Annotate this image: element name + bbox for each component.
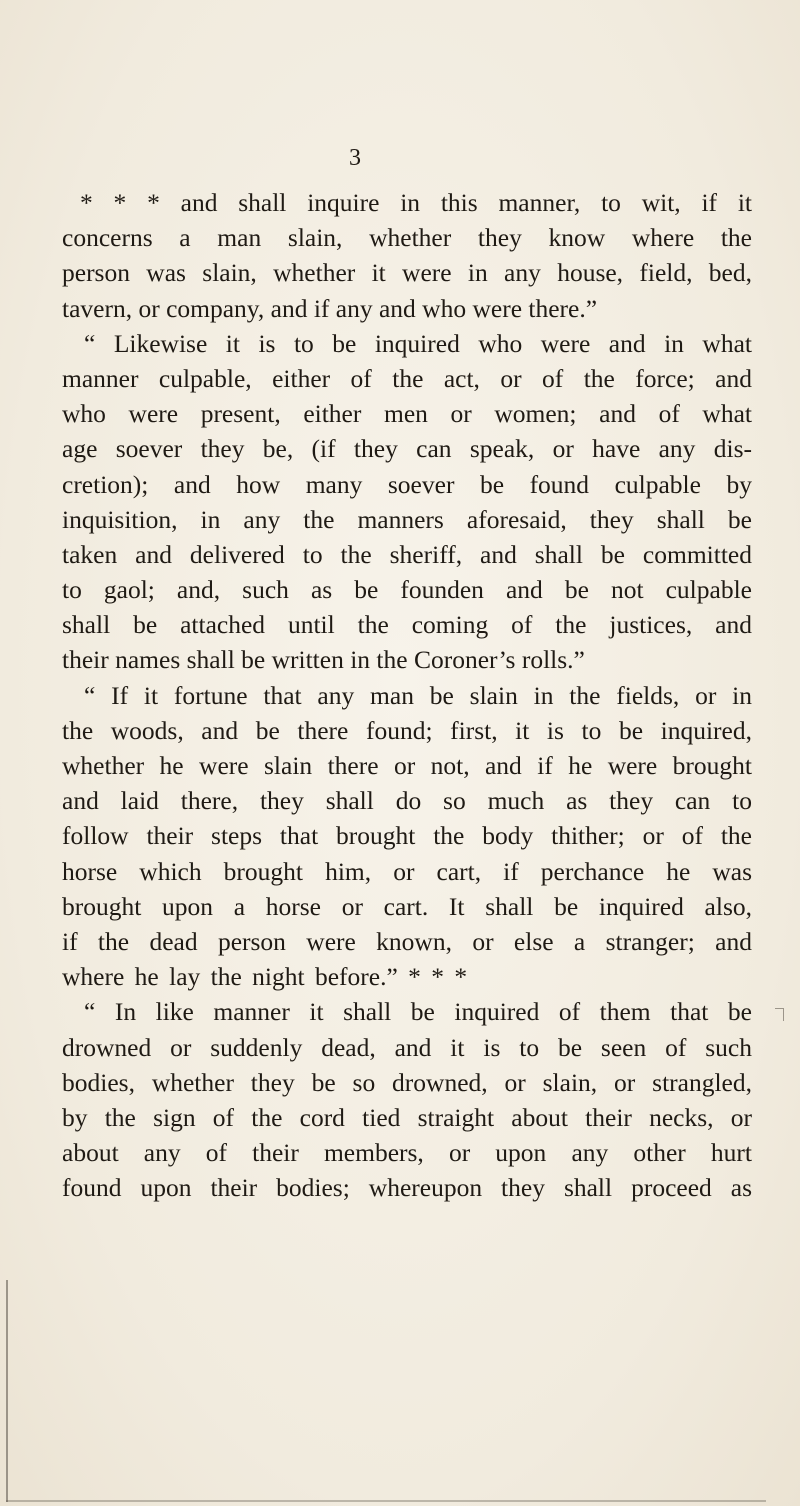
text-line: whether he were slain there or not, and if he were brought xyxy=(62,751,752,780)
page-edge-left xyxy=(6,1280,8,1502)
text-line: found upon their bodies; whereupon they shall proceed as xyxy=(62,1173,752,1203)
paragraph-1 xyxy=(62,185,752,326)
text-line: horse which brought him, or cart, if perchance he was xyxy=(62,856,752,886)
body-text xyxy=(62,185,752,1205)
text-line: shall be attached until the coming of the justices, and xyxy=(62,610,752,640)
text-line: concerns a man slain, whether they know where the xyxy=(62,223,752,253)
text-line: to gaol; and, such as be founden and be not culpable xyxy=(62,575,752,605)
text-line: cretion); and how many soever be found culpable by xyxy=(62,469,752,499)
text-line: who were present, either men or women; and of what xyxy=(62,399,752,429)
text-line: about any of their members, or upon any other hurt xyxy=(62,1138,752,1168)
text-line: if the dead person were known, or else a stranger; and xyxy=(62,926,752,956)
text-line: taken and delivered to the sheriff, and shall be committed xyxy=(62,539,752,569)
text-line: person was slain, whether it were in any house, field, bed, xyxy=(62,258,752,288)
text-line: “ In like manner it shall be inquired of them that be xyxy=(84,997,752,1027)
page-edge-bottom xyxy=(6,1500,766,1502)
text-line: bodies, whether they be so drowned, or slain, or strangled, xyxy=(62,1067,752,1097)
text-line: manner culpable, either of the act, or of the force; and xyxy=(62,363,752,393)
text-line: inquisition, in any the manners aforesaid, they shall be xyxy=(62,504,752,534)
text-line: age soever they be, (if they can speak, or have any dis- xyxy=(62,434,752,464)
text-line: * * * and shall inquire in this manner, to wit, if it xyxy=(80,188,752,217)
text-line: follow their steps that brought the body thither; or of the xyxy=(62,821,752,851)
text-line: and laid there, they shall do so much as they can to xyxy=(62,786,752,816)
text-line: “ If it fortune that any man be slain in the fields, or in xyxy=(84,680,752,710)
paragraph-2 xyxy=(62,326,752,678)
page-number: 3 xyxy=(349,145,361,171)
text-line: the woods, and be there found; first, it is to be inquired, xyxy=(62,715,752,745)
page-fold-mark xyxy=(775,1008,784,1021)
text-line: “ Likewise it is to be inquired who were and in what xyxy=(84,328,752,358)
text-line: brought upon a horse or cart. It shall be inquired also, xyxy=(62,891,752,921)
text-line: drowned or suddenly dead, and it is to be seen of such xyxy=(62,1032,752,1062)
text-line: where he lay the night before.” * * * xyxy=(62,962,468,992)
paragraph-4 xyxy=(62,994,752,1205)
paragraph-3 xyxy=(62,678,752,995)
text-line: tavern, or company, and if any and who were there.” xyxy=(62,293,598,323)
text-line: their names shall be written in the Coroner’s rolls.” xyxy=(62,645,585,675)
text-line: by the sign of the cord tied straight about their necks, or xyxy=(62,1102,752,1132)
